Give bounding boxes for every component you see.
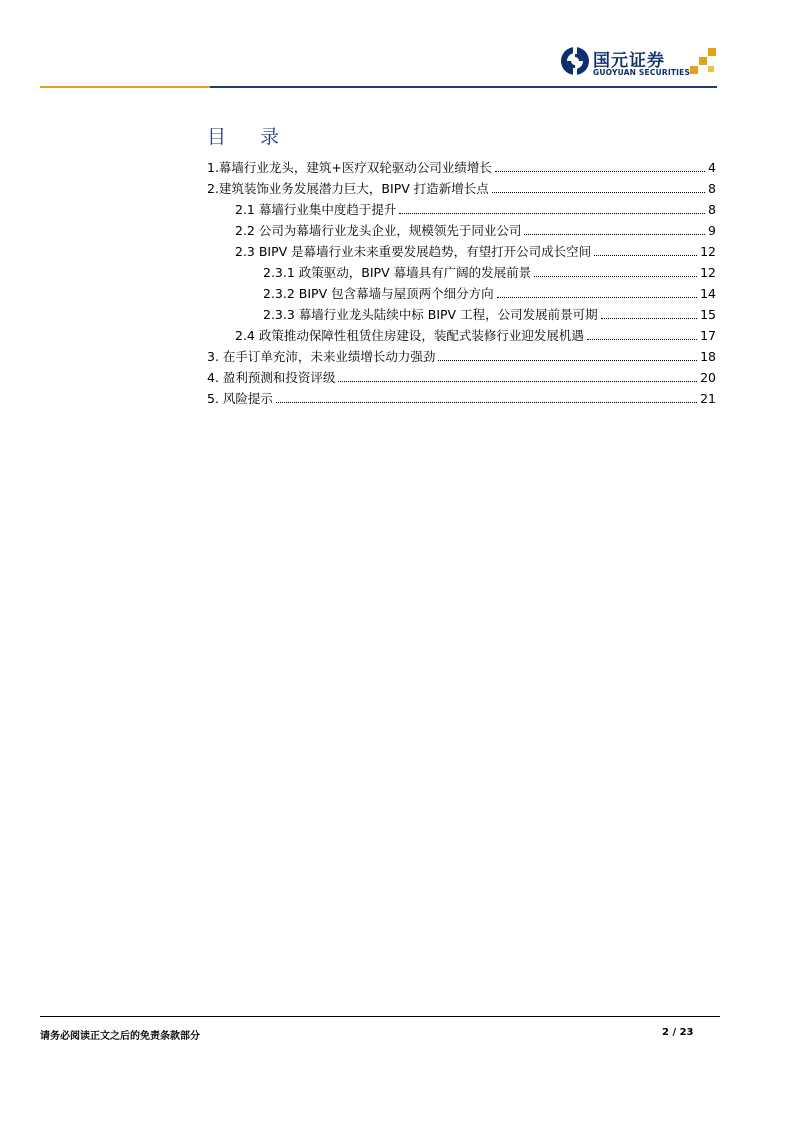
toc-entry[interactable] bbox=[263, 261, 716, 281]
page-number: 2 / 23 bbox=[662, 1027, 694, 1038]
header-rule-gold bbox=[40, 86, 210, 88]
toc-entry[interactable] bbox=[235, 219, 716, 239]
toc-entry-label: 2.3.3 幕墙行业龙头陆续中标 BIPV 工程，公司发展前景可期 bbox=[263, 307, 598, 322]
toc-entry[interactable] bbox=[207, 156, 716, 176]
toc-leader-dots bbox=[338, 380, 697, 382]
toc-entry[interactable] bbox=[235, 240, 716, 260]
toc-entry-page: 9 bbox=[708, 223, 716, 238]
toc-entry[interactable] bbox=[235, 324, 716, 344]
toc-title: 目 录 bbox=[207, 126, 294, 148]
footer-rule bbox=[40, 1016, 720, 1017]
brand-logo bbox=[560, 44, 720, 80]
toc-entry[interactable] bbox=[263, 282, 716, 302]
toc-leader-dots bbox=[594, 254, 697, 256]
toc-entry-page: 15 bbox=[700, 307, 716, 322]
toc-entry-label: 1.幕墙行业龙头，建筑+医疗双轮驱动公司业绩增长 bbox=[207, 160, 492, 175]
brand-name-cn: 国元证券 bbox=[593, 51, 665, 71]
toc-entry-label: 2.3.2 BIPV 包含幕墙与屋顶两个细分方向 bbox=[263, 286, 494, 301]
toc-entry[interactable] bbox=[207, 387, 716, 407]
toc-leader-dots bbox=[399, 212, 705, 214]
header-rule-blue bbox=[210, 86, 717, 88]
toc-entry-page: 21 bbox=[700, 391, 716, 406]
toc-entry-label: 2.4 政策推动保障性租赁住房建设，装配式装修行业迎发展机遇 bbox=[235, 328, 584, 343]
toc-entry-page: 8 bbox=[708, 202, 716, 217]
toc-entry-page: 12 bbox=[700, 265, 716, 280]
toc-entry-label: 2.2 公司为幕墙行业龙头企业，规模领先于同业公司 bbox=[235, 223, 522, 238]
toc-leader-dots bbox=[492, 191, 705, 193]
toc-entry[interactable] bbox=[235, 198, 716, 218]
toc-entry-label: 5. 风险提示 bbox=[207, 391, 273, 406]
toc-leader-dots bbox=[601, 317, 698, 319]
toc-leader-dots bbox=[495, 170, 705, 172]
footer-disclaimer: 请务必阅读正文之后的免责条款部分 bbox=[40, 1031, 200, 1042]
toc-entry[interactable] bbox=[207, 345, 716, 365]
guoyuan-logo-icon bbox=[560, 46, 590, 76]
toc-entry-label: 3. 在手订单充沛，未来业绩增长动力强劲 bbox=[207, 349, 436, 364]
toc-entry-page: 17 bbox=[700, 328, 716, 343]
toc-leader-dots bbox=[276, 401, 697, 403]
toc-leader-dots bbox=[587, 338, 697, 340]
toc-leader-dots bbox=[534, 275, 697, 277]
toc-entry-page: 12 bbox=[700, 244, 716, 259]
toc-entry[interactable] bbox=[207, 177, 716, 197]
gold-squares-icon bbox=[688, 48, 718, 76]
toc-entry-label: 2.1 幕墙行业集中度趋于提升 bbox=[235, 202, 397, 217]
toc-entry-page: 8 bbox=[708, 181, 716, 196]
toc-entry-page: 4 bbox=[708, 160, 716, 175]
toc-entry-page: 14 bbox=[700, 286, 716, 301]
brand-name-en: GUOYUAN SECURITIES bbox=[593, 68, 691, 77]
toc-entry-label: 2.建筑装饰业务发展潜力巨大，BIPV 打造新增长点 bbox=[207, 181, 489, 196]
toc-entry-page: 20 bbox=[700, 370, 716, 385]
toc-entry-label: 2.3 BIPV 是幕墙行业未来重要发展趋势，有望打开公司成长空间 bbox=[235, 244, 592, 259]
toc-entry-page: 18 bbox=[700, 349, 716, 364]
toc-entry[interactable] bbox=[263, 303, 716, 323]
toc-entry-label: 4. 盈利预测和投资评级 bbox=[207, 370, 336, 385]
toc-leader-dots bbox=[524, 233, 705, 235]
toc-entry-label: 2.3.1 政策驱动，BIPV 幕墙具有广阔的发展前景 bbox=[263, 265, 532, 280]
toc-leader-dots bbox=[438, 359, 697, 361]
toc-leader-dots bbox=[497, 296, 697, 298]
toc-entry[interactable] bbox=[207, 366, 716, 386]
